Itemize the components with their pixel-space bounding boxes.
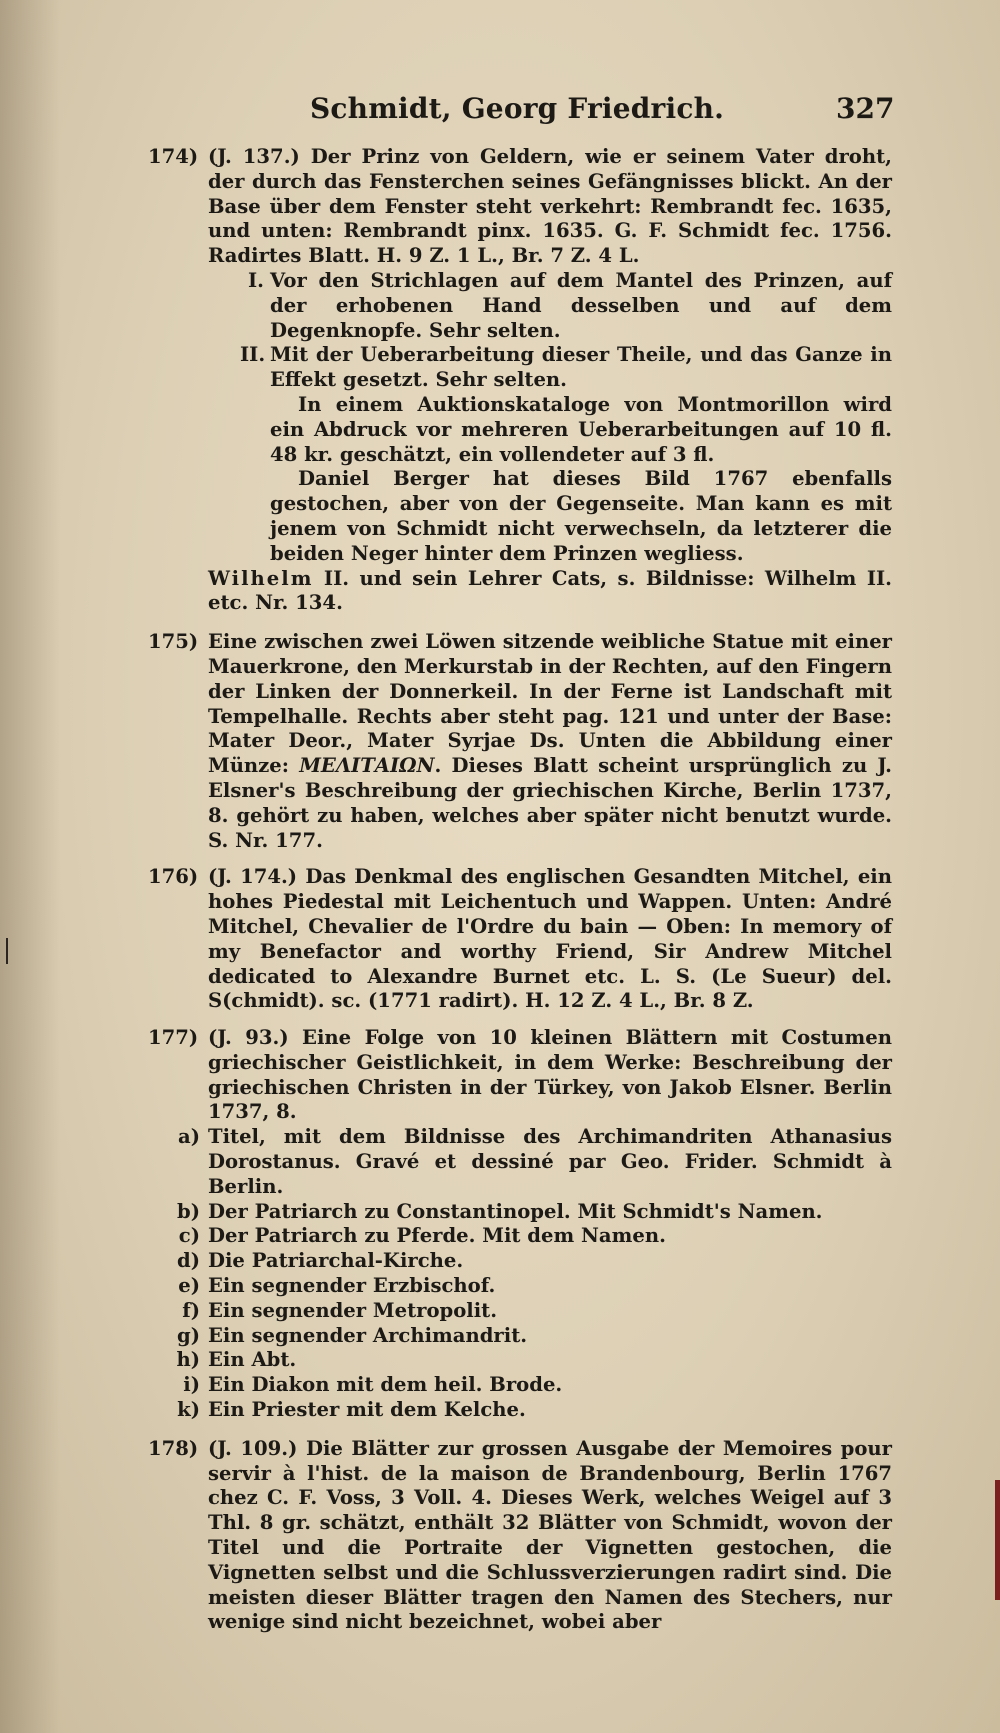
item-label: i): [183, 1373, 200, 1397]
running-header: Schmidt, Georg Friedrich.: [310, 92, 725, 125]
item-text: Die Patriarchal-Kirche.: [208, 1249, 464, 1273]
item-label: g): [177, 1323, 200, 1347]
entry-description: (J. 174.) Das Denkmal des englischen Gesandten Mitchel, ein hohes Piedestal mit Leichentuch und Wappen. Unten: André Mitchel, Chevalier de l'Ordre du bain — Oben: In memory of my Benefactor and worthy Friend, Sir Andrew Mitchel dedicated to Alexandre Burnet etc. L. S. (Le Sueur) del. S(chmidt). sc. (1771 radirt). H. 12 Z. 4 L., Br. 8 Z.: [208, 865, 892, 1013]
entry-175: [0, 630, 892, 853]
ref-text: II. und sein Lehrer Cats, s. Bildnisse: Wilhelm II. etc. Nr. 134.: [208, 566, 892, 615]
text-part: . Dieses Blatt scheint ursprünglich zu J. Elsner's Beschreibung der griechischen Kirche, Berlin 1737, 8. gehört zu haben, welches aber später nicht benutzt wurde. S. Nr. 177.: [208, 754, 893, 852]
state-label: II.: [240, 343, 266, 367]
entry-description: (J. 93.) Eine Folge von 10 kleinen Blättern mit Costumen griechischer Geistlichkeit, in dem Werke: Beschreibung der griechischen Christen in der Türkey, von Jakob Elsner. Berlin 1737, 8.: [208, 1026, 892, 1124]
page-number: 327: [836, 92, 895, 125]
greek-inscription: ΜΕΛΙΤΑΙΩΝ: [299, 754, 435, 778]
item-e: [0, 1274, 892, 1299]
state-description: Mit der Ueberarbeitung dieser Theile, und das Ganze in Effekt gesetzt. Sehr selten.: [270, 343, 892, 392]
item-text: Ein segnender Archimandrit.: [208, 1323, 528, 1347]
entry-176: [0, 865, 892, 1014]
entry-number: 175): [148, 630, 199, 654]
item-label: a): [178, 1125, 200, 1149]
text-part: Eine zwischen zwei Löwen sitzende weibliche Statue mit einer Mauerkrone, den Merkurstab in der Rechten, auf den Fingern der Linken der Donnerkeil. In der Ferne ist Landschaft mit Tempelhalle. Rechts aber steht pag. 121 und unter der Base: Mater Deor., Mater Syrjae Ds. Unten die Abbildung einer Münze:: [208, 630, 892, 778]
item-text: Ein Abt.: [208, 1348, 297, 1372]
entry-178: [0, 1437, 892, 1635]
item-a: [0, 1125, 892, 1199]
item-text: Der Patriarch zu Pferde. Mit dem Namen.: [208, 1224, 666, 1248]
item-label: h): [176, 1348, 200, 1372]
entry-description: [208, 630, 892, 853]
entry-number: 176): [148, 865, 199, 889]
item-text: Ein segnender Erzbischof.: [208, 1274, 496, 1298]
item-text: Ein Diakon mit dem heil. Brode.: [208, 1373, 563, 1397]
state-label: I.: [248, 268, 264, 292]
entry-description: (J. 137.) Der Prinz von Geldern, wie er seinem Vater droht, der durch das Fensterchen seines Gefängnisses blickt. An der Base über dem Fenster steht verkehrt: Rembrandt fec. 1635, und unten: Rembrandt pinx. 1635. G. F. Schmidt fec. 1756. Radirtes Blatt. H. 9 Z. 1 L., Br. 7 Z. 4 L.: [208, 145, 892, 268]
item-label: c): [178, 1224, 200, 1248]
item-g: [0, 1324, 892, 1349]
item-text: Ein segnender Metropolit.: [208, 1298, 498, 1322]
item-text: Der Patriarch zu Constantinopel. Mit Schmidt's Namen.: [208, 1199, 823, 1223]
state-description: Vor den Strichlagen auf dem Mantel des Prinzen, auf der erhobenen Hand desselben und auf dem Degenknopfe. Sehr selten.: [270, 268, 892, 342]
note-text: In einem Auktionskataloge von Montmorillon wird ein Abdruck vor mehreren Ueberarbeitungen auf 10 fl. 48 kr. geschätzt, ein vollendeter auf 3 fl.: [270, 392, 892, 466]
note-auction: [270, 393, 892, 467]
entry-description: (J. 109.) Die Blätter zur grossen Ausgabe der Memoires pour servir à l'hist. de la maison de Brandenbourg, Berlin 1767 chez C. F. Voss, 3 Voll. 4. Dieses Werk, welches Weigel auf 3 Thl. 8 gr. schätzt, enthält 32 Blätter von Schmidt, wovon der Titel und die Portraite der Vignetten gestochen, die Vignetten selbst und die Schlussverzierungen radirt sind. Die meisten dieser Blätter tragen den Namen des Stechers, nur wenige sind nicht bezeichnet, wobei aber: [208, 1436, 892, 1634]
item-label: f): [182, 1298, 200, 1322]
state-2: [0, 343, 892, 393]
item-text: Ein Priester mit dem Kelche.: [208, 1398, 526, 1422]
item-b: [0, 1200, 892, 1225]
entry-number: 174): [148, 145, 199, 168]
item-text: Titel, mit dem Bildnisse des Archimandriten Athanasius Dorostanus. Gravé et dessiné par Geo. Frider. Schmidt à Berlin.: [208, 1125, 892, 1198]
item-label: k): [177, 1398, 200, 1422]
item-h: [0, 1348, 892, 1373]
item-k: [0, 1398, 892, 1423]
item-i: [0, 1373, 892, 1398]
item-c: [0, 1224, 892, 1249]
cross-reference: [208, 567, 892, 617]
note-text: Daniel Berger hat dieses Bild 1767 ebenfalls gestochen, aber von der Gegenseite. Man kann es mit jenem von Schmidt nicht verwechseln, da letzterer die beiden Neger hinter dem Prinzen wegliess.: [270, 467, 892, 565]
item-d: [0, 1249, 892, 1274]
entry-174: [0, 145, 892, 269]
item-f: [0, 1299, 892, 1324]
state-1: [0, 269, 892, 343]
entry-number: 177): [148, 1026, 199, 1050]
entry-number: 178): [148, 1436, 199, 1460]
item-label: d): [177, 1249, 200, 1273]
entry-177: [0, 1026, 892, 1125]
ref-name: Wilhelm: [208, 566, 314, 590]
catalog-text: [0, 145, 1000, 1635]
item-label: b): [177, 1199, 200, 1223]
item-label: e): [178, 1274, 200, 1298]
note-berger: [270, 467, 892, 566]
